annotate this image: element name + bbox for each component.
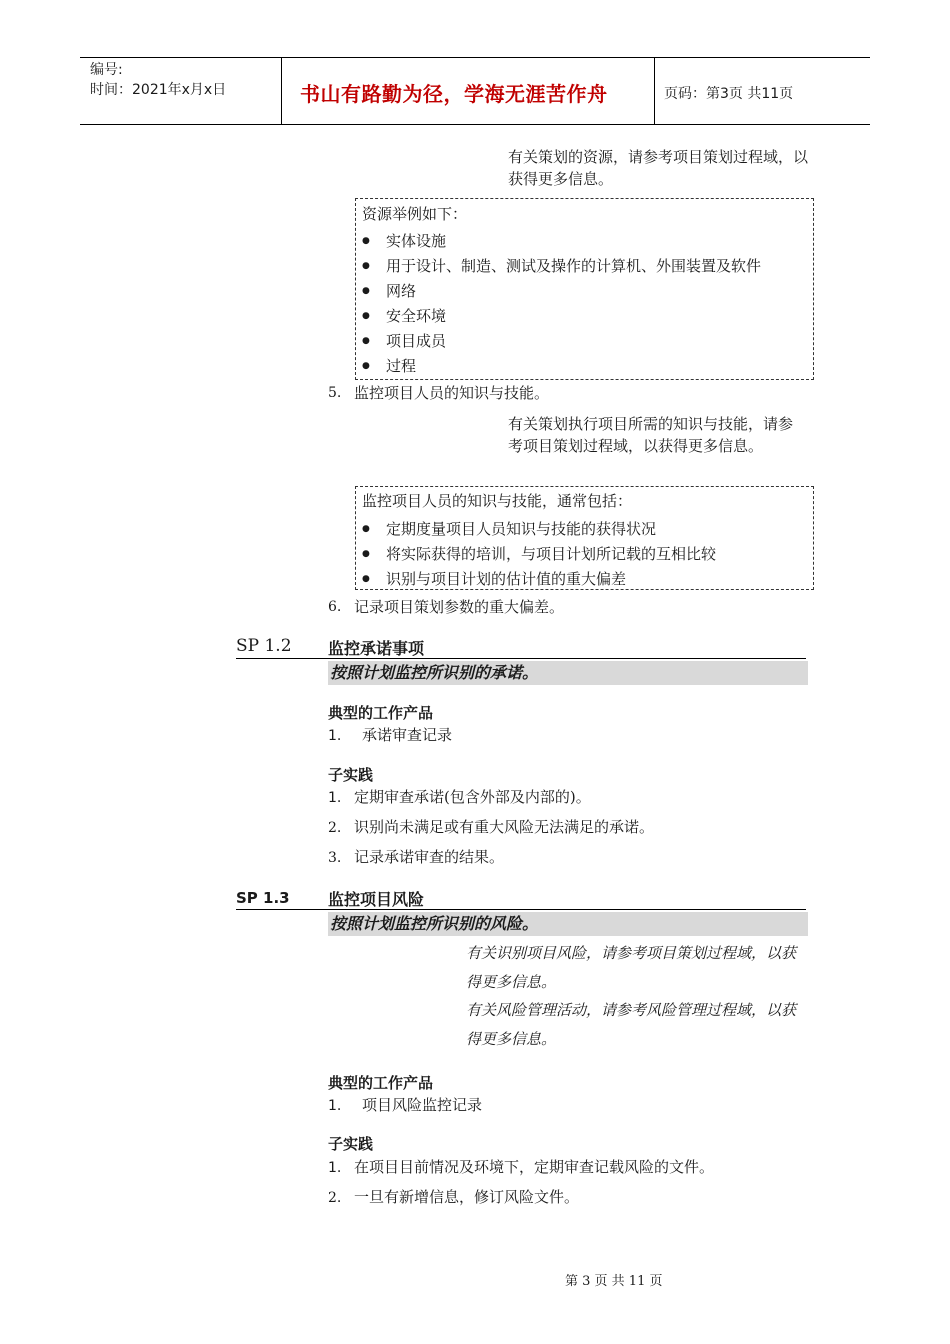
reference-note: 有关风险管理活动，请参考风险管理过程域，以获得更多信息。	[466, 1001, 797, 1048]
skills-list	[356, 517, 716, 592]
sp-title: 监控承诺事项	[328, 639, 425, 658]
list-number: 1.	[328, 790, 342, 806]
subpractice-text: 监控项目人员的知识与技能。	[354, 384, 550, 402]
sp-rule	[236, 658, 806, 659]
header-top-rule	[80, 57, 870, 58]
list-item: ● 过程	[356, 354, 761, 379]
list-number: 5.	[328, 385, 342, 401]
subpractice-text: 记录项目策划参数的重大偏差。	[354, 598, 565, 616]
list-item: ● 定期度量项目人员知识与技能的获得状况	[356, 517, 716, 542]
header-motto: 书山有路勤为径，学海无涯苦作舟	[300, 82, 608, 106]
reference-note: 有关策划的资源，请参考项目策划过程域，以获得更多信息。	[508, 148, 809, 188]
subpractice-text: 定期审查承诺(包含外部及内部的)。	[354, 788, 591, 806]
subpractice-text: 一旦有新增信息，修订风险文件。	[354, 1188, 580, 1206]
sp-label: SP 1.2	[236, 636, 292, 656]
reference-note: 有关识别项目风险，请参考项目策划过程域，以获得更多信息。	[466, 944, 797, 991]
header-page-number: 页码：第3页 共11页	[664, 86, 794, 102]
list-item: ● 安全环境	[356, 304, 761, 329]
list-number: 2.	[328, 820, 342, 836]
box-title: 监控项目人员的知识与技能，通常包括：	[362, 492, 633, 510]
list-number: 1.	[328, 1160, 342, 1176]
doc-number-label: 编号:	[90, 62, 123, 78]
work-product-item: 承诺审查记录	[362, 726, 453, 744]
page-footer: 第 3 页 共 11 页	[565, 1274, 663, 1289]
skills-monitoring-box	[355, 486, 814, 590]
resource-examples-box	[355, 198, 814, 380]
work-products-heading: 典型的工作产品	[328, 1074, 434, 1092]
list-item: ● 将实际获得的培训，与项目计划所记载的互相比较	[356, 542, 716, 567]
list-item: ● 网络	[356, 279, 761, 304]
sp-statement: 按照计划监控所识别的风险。	[328, 912, 808, 936]
subpractices-heading: 子实践	[328, 766, 374, 784]
subpractice-text: 记录承诺审查的结果。	[354, 848, 505, 866]
sp-statement: 按照计划监控所识别的承诺。	[328, 661, 808, 685]
doc-time-label: 时间：2021年x月x日	[90, 82, 227, 98]
list-number: 1.	[328, 1098, 342, 1114]
subpractice-text: 在项目目前情况及环境下，定期审查记载风险的文件。	[354, 1158, 715, 1176]
header-bottom-rule	[80, 124, 870, 125]
header-divider	[654, 57, 655, 125]
box-title: 资源举例如下：	[362, 205, 468, 223]
work-products-heading: 典型的工作产品	[328, 704, 434, 722]
subpractices-heading: 子实践	[328, 1135, 374, 1153]
list-number: 6.	[328, 599, 342, 615]
header-divider	[281, 57, 282, 125]
list-item: ● 用于设计、制造、测试及操作的计算机、外围装置及软件	[356, 254, 761, 279]
list-number: 3.	[328, 850, 342, 866]
work-product-item: 项目风险监控记录	[362, 1096, 483, 1114]
subpractice-text: 识别尚未满足或有重大风险无法满足的承诺。	[354, 818, 655, 836]
sp-label: SP 1.3	[236, 889, 290, 907]
reference-note: 有关策划执行项目所需的知识与技能，请参考项目策划过程域，以获得更多信息。	[508, 415, 794, 455]
resource-examples-list	[356, 229, 761, 379]
sp-title: 监控项目风险	[328, 890, 425, 909]
list-number: 1.	[328, 728, 342, 744]
list-number: 2.	[328, 1190, 342, 1206]
list-item: ● 项目成员	[356, 329, 761, 354]
list-item: ● 识别与项目计划的估计值的重大偏差	[356, 567, 716, 592]
list-item: ● 实体设施	[356, 229, 761, 254]
sp-rule	[236, 909, 806, 910]
